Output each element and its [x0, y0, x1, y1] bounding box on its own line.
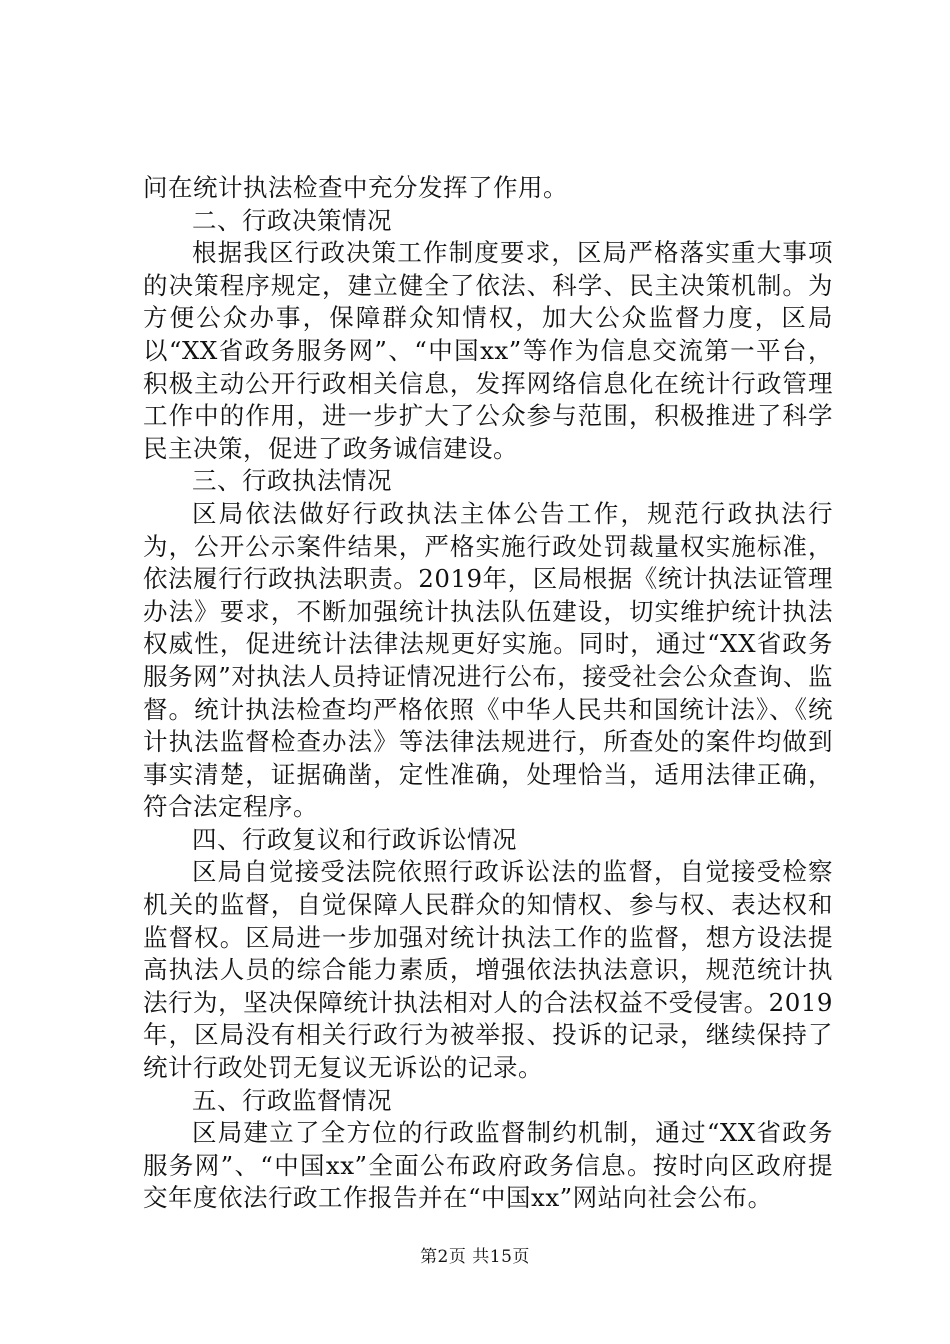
paragraph-continuation: 问在统计执法检查中充分发挥了作用。 [143, 173, 568, 202]
paragraph-decision: 根据我区行政决策工作制度要求，区局严格落实重大事项的决策程序规定，建立健全了依法、科学、民主决策机制。为方便公众办事，保障群众知情权，加大公众监督力度，区局以“XX省政务服务网”、“中国xx”等作为信息交流第一平台，积极主动公开行政相关信息，发挥网络信息化在统计行政管理工作中的作用，进一步扩大了公众参与范围，积极推进了科学民主决策，促进了政务诚信建设。 [143, 238, 833, 463]
section-heading-decision: 二、行政决策情况 [192, 205, 392, 235]
paragraph-review-litigation: 区局自觉接受法院依照行政诉讼法的监督，自觉接受检察机关的监督，自觉保障人民群众的知情权、参与权、表达权和监督权。区局进一步加强对统计执法工作的监督，想方设法提高执法人员的综合能力素质，增强依法执法意识，规范统计执法行为，坚决保障统计执法相对人的合法权益不受侵害。2019年，区局没有相关行政行为被举报、投诉的记录，继续保持了统计行政处罚无复议无诉讼的记录。 [143, 857, 833, 1083]
section-heading-supervision: 五、行政监督情况 [192, 1085, 392, 1115]
paragraph-supervision: 区局建立了全方位的行政监督制约机制，通过“XX省政务服务网”、“中国xx”全面公布政府政务信息。按时向区政府提交年度依法行政工作报告并在“中国xx”网站向社会公布。 [143, 1118, 833, 1213]
section-heading-review-litigation: 四、行政复议和行政诉讼情况 [192, 824, 517, 854]
document-body [143, 172, 833, 1215]
page-number-footer: 第2页 共15页 [420, 1247, 530, 1267]
section-heading-enforcement: 三、行政执法情况 [192, 466, 392, 496]
paragraph-enforcement: 区局依法做好行政执法主体公告工作，规范行政执法行为，公开公示案件结果，严格实施行政处罚裁量权实施标准，依法履行行政执法职责。2019年，区局根据《统计执法证管理办法》要求，不断加强统计执法队伍建设，切实维护统计执法权威性，促进统计法律法规更好实施。同时，通过“XX省政务服务网”对执法人员持证情况进行公布，接受社会公众查询、监督。统计执法检查均严格依照《中华人民共和国统计法》、《统计执法监督检查办法》等法律法规进行，所查处的案件均做到事实清楚，证据确凿，定性准确，处理恰当，适用法律正确，符合法定程序。 [143, 498, 833, 822]
